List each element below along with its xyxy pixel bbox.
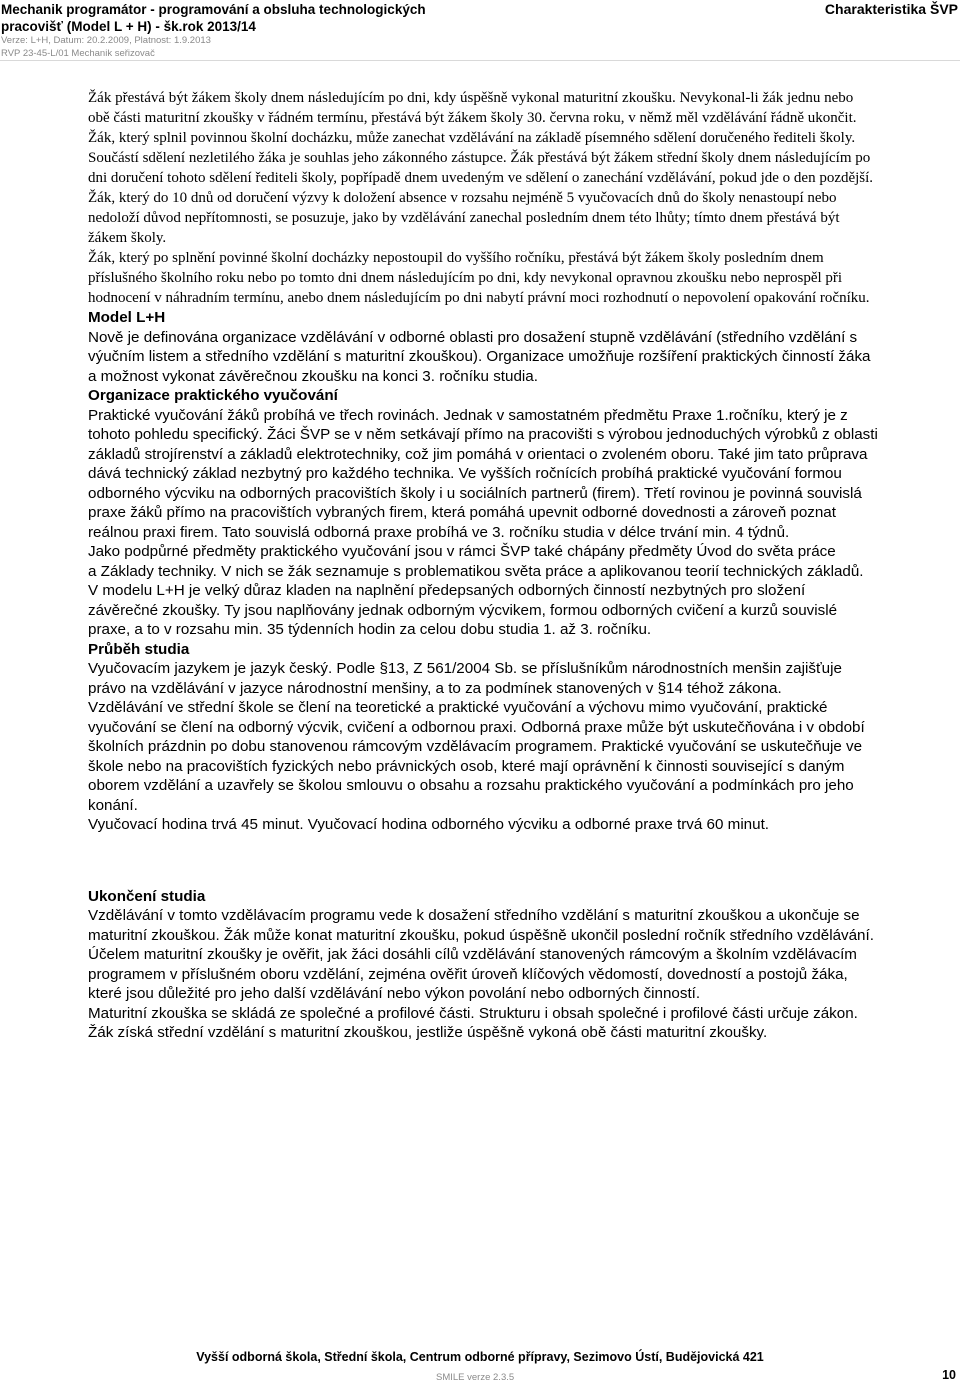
paragraph: Jako podpůrné předměty praktického vyučování jsou v rámci ŠVP také chápány předměty Úvod do světa práce: [88, 543, 836, 560]
footer-school: Vyšší odborná škola, Střední škola, Centrum odborné přípravy, Sezimovo Ústí, Budějovická 421: [196, 1350, 764, 1364]
section-title: Charakteristika ŠVP: [824, 1, 958, 17]
organizace-section: [88, 386, 878, 640]
paragraph: V modelu L+H je velký důraz kladen na naplnění předepsaných odborných činností nezbytných pro složení závěrečné zkoušky. Ty jsou naplňovány jednak odborným výcvikem, formou odborných cvičení a kurzů souvislé praxe, a to v rozsahu min. 35 týdenních hodin za celou dobu studia 1. až 3. ročníku.: [88, 582, 838, 638]
paragraph: Účelem maturitní zkoušky je ověřit, jak žáci dosáhli cílů vzdělávání stanovených rámcovým a školním vzdělávacím programem v příslušném oboru vzdělání, zejména ověřit úroveň klíčových vědomostí, dovedností a postojů žáka, které jsou důležité pro jeho další vzdělávání nebo výkon povolání nebo odborných činností.: [88, 946, 857, 1002]
paragraph: Žák, který po splnění povinné školní docházky nepostoupil do vyššího ročníku, přestává být žákem školy posledním dnem příslušného školního roku nebo po tomto dni dnem následujícím po dni, kdy nevykonal opravnou zkoušku nebo neprospěl při hodnocení v náhradním termínu, anebo dnem následujícím po dni nabytí právní moci rozhodnutí o nepovolení opakování ročníku.: [88, 250, 870, 306]
paragraph: Praktické vyučování žáků probíhá ve třech rovinách. Jednak v samostatném předmětu Praxe 1.ročníku, který je z tohoto pohledu specifický. Žáci ŠVP se v něm setkávají přímo na pracovišti s výrobou jednoduchých výrobků z oblasti základů strojírenství a základů elektrotechniky, což jim pomáhá v orientaci o zvoleném oboru. Také jim tato průprava dává technický základ nezbytný pro každého technika. Ve vyšších ročnících probíhá praktické vyučování formou odborného výcviku na odborných pracovištích školy i u sociálních partnerů (firem). Třetí rovinou je povinná souvislá praxe žáků přímo na pracovištích vybraných firem, která pomáhá upevnit odborné dovednosti a zároveň poznat reálnou praxi firem. Tato souvislá odborná praxe probíhá ve 3. ročníku studia v délce trvání min. 4 týdnů.: [88, 406, 878, 541]
paragraph: Žák, který do 10 dnů od doručení výzvy k doložení absence v rozsahu nejméně 5 vyučovacích dnů do školy nenastoupí nebo nedoloží důvod nepřítomnosti, se posuzuje, jako by vzdělávání zanechal posledním dnem této lhůty; tímto dnem přestává být žákem školy.: [88, 190, 840, 246]
paragraph: a Základy techniky. V nich se žák seznamuje s problematikou světa práce a aplikovanou teorií technických základů.: [88, 562, 864, 580]
section-spacer: [88, 835, 878, 887]
document-title: [1, 1, 426, 35]
document-title-line-2: pracovišť (Model L + H) - šk.rok 2013/14: [1, 19, 256, 34]
page-number: 10: [942, 1368, 956, 1382]
page-header: [0, 0, 960, 62]
paragraph: Žák, který splnil povinnou školní docházku, může zanechat vzdělávání na základě písemného sdělení doručeného řediteli školy. Součástí sdělení nezletilého žáka je souhlas jeho zákonného zástupce. Žák přestává být žákem střední školy dnem následujícím po dni doručení tohoto sdělení řediteli školy, popřípadě dnem uvedeným ve sdělení o zanechání vzdělávání, pokud jde o den pozdější.: [88, 130, 874, 186]
version-info: Verze: L+H, Datum: 20.2.2009, Platnost: 1.9.2013: [1, 35, 211, 46]
paragraph: Vzdělávání v tomto vzdělávacím programu vede k dosažení středního vzdělání s maturitní zkouškou a ukončuje se maturitní zkouškou. Žák může konat maturitní zkoušku, pokud úspěšně ukončil poslední ročník středního vzdělávání.: [88, 907, 874, 944]
paragraph: Vyučovacím jazykem je jazyk český. Podle §13, Z 561/2004 Sb. se příslušníkům národnostních menšin zajišťuje právo na vzdělávání v jazyce národnostní menšiny, a to za podmínek stanovených v §14 téhož zákona.: [88, 660, 842, 697]
section-heading-ukonceni: Ukončení studia: [88, 887, 206, 905]
header-divider: [0, 60, 960, 61]
footer-version: SMILE verze 2.3.5: [436, 1372, 515, 1383]
paragraph: Vyučovací hodina trvá 45 minut. Vyučovací hodina odborného výcviku a odborné praxe trvá 60 minut.: [88, 816, 770, 833]
paragraph: Žák přestává být žákem školy dnem následujícím po dni, kdy úspěšně vykonal maturitní zkoušku. Nevykonal-li žák jednu nebo obě části maturitní zkoušky v řádném termínu, přestává být žákem školy 30. června roku, v němž měl vzdělávání řádně ukončit.: [88, 90, 857, 126]
prubeh-section: [88, 640, 878, 835]
section-heading-organizace: Organizace praktického vyučování: [88, 387, 338, 404]
document-title-line-1: Mechanik programátor - programování a obsluha technologických: [1, 2, 426, 17]
ukonceni-section: [88, 887, 878, 1043]
section-heading-model: Model L+H: [88, 309, 166, 326]
model-section: [88, 308, 878, 386]
paragraph: Vzdělávání ve střední škole se člení na teoretické a praktické vyučování a výchovu mimo vyučování, praktické vyučování se člení na odborný výcvik, cvičení a odbornou praxi. Odborná praxe může být uskutečňována i v období školních prázdnin po dobu stanovenou rámcovým vzdělávacím programem. Praktické vyučování se uskutečňuje ve škole nebo na pracovištích fyzických nebo právnických osob, které mají oprávnění k činnosti související s daným oborem vzdělání a uzavřely se školou smlouvu o obsahu a rozsahu praktického vyučování a podmínkách pro jeho konání.: [88, 699, 865, 814]
paragraph: Nově je definována organizace vzdělávání v odborné oblasti pro dosažení stupně vzdělávání (středního vzdělání s výučním listem a středního vzdělání s maturitní zkouškou). Organizace umožňuje rozšíření praktických činností žáka a možnost vykonat závěrečnou zkoušku na konci 3. ročníku studia.: [88, 328, 871, 385]
paragraph: Maturitní zkouška se skládá ze společné a profilové části. Strukturu i obsah společné i profilové části určuje zákon. Žák získá střední vzdělání s maturitní zkouškou, jestliže úspěšně vykoná obě části maturitní zkoušky.: [88, 1004, 858, 1041]
intro-section: [88, 88, 878, 308]
section-heading-prubeh: Průběh studia: [88, 640, 190, 658]
document-body: [88, 88, 878, 1043]
rvp-info: RVP 23-45-L/01 Mechanik seřizovač: [1, 48, 155, 59]
